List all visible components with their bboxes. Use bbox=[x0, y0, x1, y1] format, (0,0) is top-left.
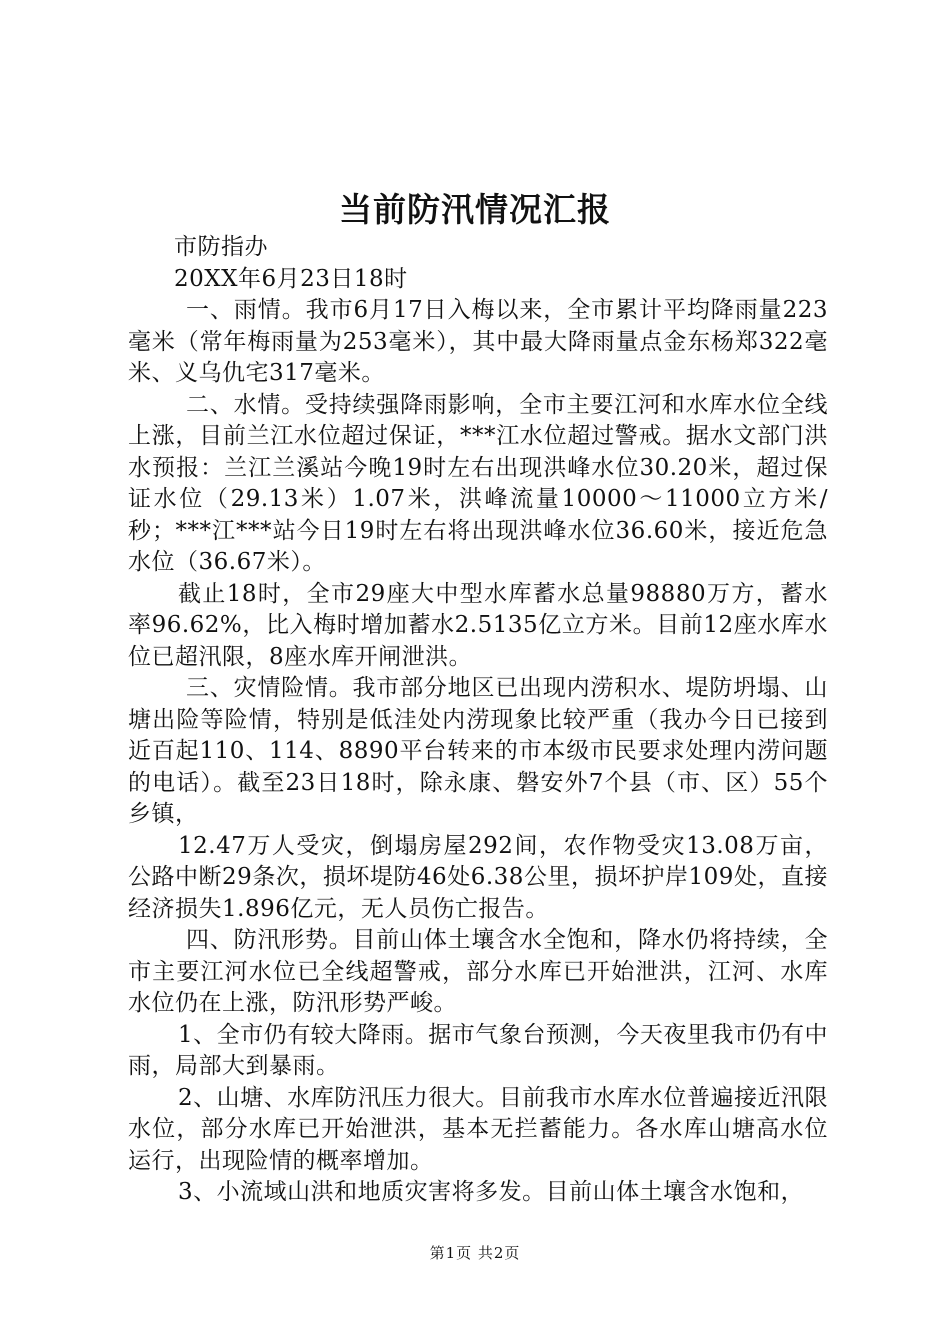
paragraph-rain: 一、雨情。我市6月17日入梅以来，全市累计平均降雨量223毫米（常年梅雨量为253毫米），其中最大降雨量点金东杨郑322毫米、义乌仇宅317毫米。 bbox=[128, 297, 828, 386]
paragraph-water: 二、水情。受持续强降雨影响，全市主要江河和水库水位全线上涨，目前兰江水位超过保证，***江水位超过警戒。据水文部门洪水预报：兰江兰溪站今晚19时左右出现洪峰水位30.20米，超过保证水位（29.13米）1.07米，洪峰流量10000～11000立方米/秒；***江***站今日19时左右将出现洪峰水位36.60米，接近危急水位（36.67米）。 bbox=[128, 391, 828, 575]
paragraph-situation: 四、防汛形势。目前山体土壤含水全饱和，降水仍将持续，全市主要江河水位已全线超警戒，部分水库已开始泄洪，江河、水库水位仍在上涨，防汛形势严峻。 bbox=[128, 927, 828, 1016]
issuer-line: 市防指办 bbox=[174, 234, 268, 260]
paragraph-item-1: 1、全市仍有较大降雨。据市气象台预测，今天夜里我市仍有中雨，局部大到暴雨。 bbox=[128, 1021, 828, 1079]
document-body bbox=[128, 232, 828, 1209]
date-line: 20XX年6月23日18时 bbox=[174, 265, 408, 292]
document-title: 当前防汛情况汇报 bbox=[339, 190, 611, 229]
paragraph-losses: 12.47万人受灾，倒塌房屋292间，农作物受灾13.08万亩，公路中断29条次，损坏堤防46处6.38公里，损坏护岸109处，直接经济损失1.896亿元，无人员伤亡报告。 bbox=[128, 832, 828, 922]
page-footer: 第1页 共2页 bbox=[429, 1244, 521, 1262]
paragraph-item-3: 3、小流域山洪和地质灾害将多发。目前山体土壤含水饱和， bbox=[178, 1179, 805, 1205]
paragraph-item-2: 2、山塘、水库防汛压力很大。目前我市水库水位普遍接近汛限水位，部分水库已开始泄洪，基本无拦蓄能力。各水库山塘高水位运行，出现险情的概率增加。 bbox=[128, 1084, 828, 1174]
paragraph-disaster: 三、灾情险情。我市部分地区已出现内涝积水、堤防坍塌、山塘出险等险情，特别是低洼处内涝现象比较严重（我办今日已接到近百起110、114、8890平台转来的市本级市民要求处理内涝问题的电话）。截至23日18时，除永康、磐安外7个县（市、区）55个乡镇， bbox=[128, 675, 828, 827]
paragraph-reservoir: 截止18时，全市29座大中型水库蓄水总量98880万方，蓄水率96.62%，比入梅时增加蓄水2.5135亿立方米。目前12座水库水位已超汛限，8座水库开闸泄洪。 bbox=[128, 580, 828, 670]
